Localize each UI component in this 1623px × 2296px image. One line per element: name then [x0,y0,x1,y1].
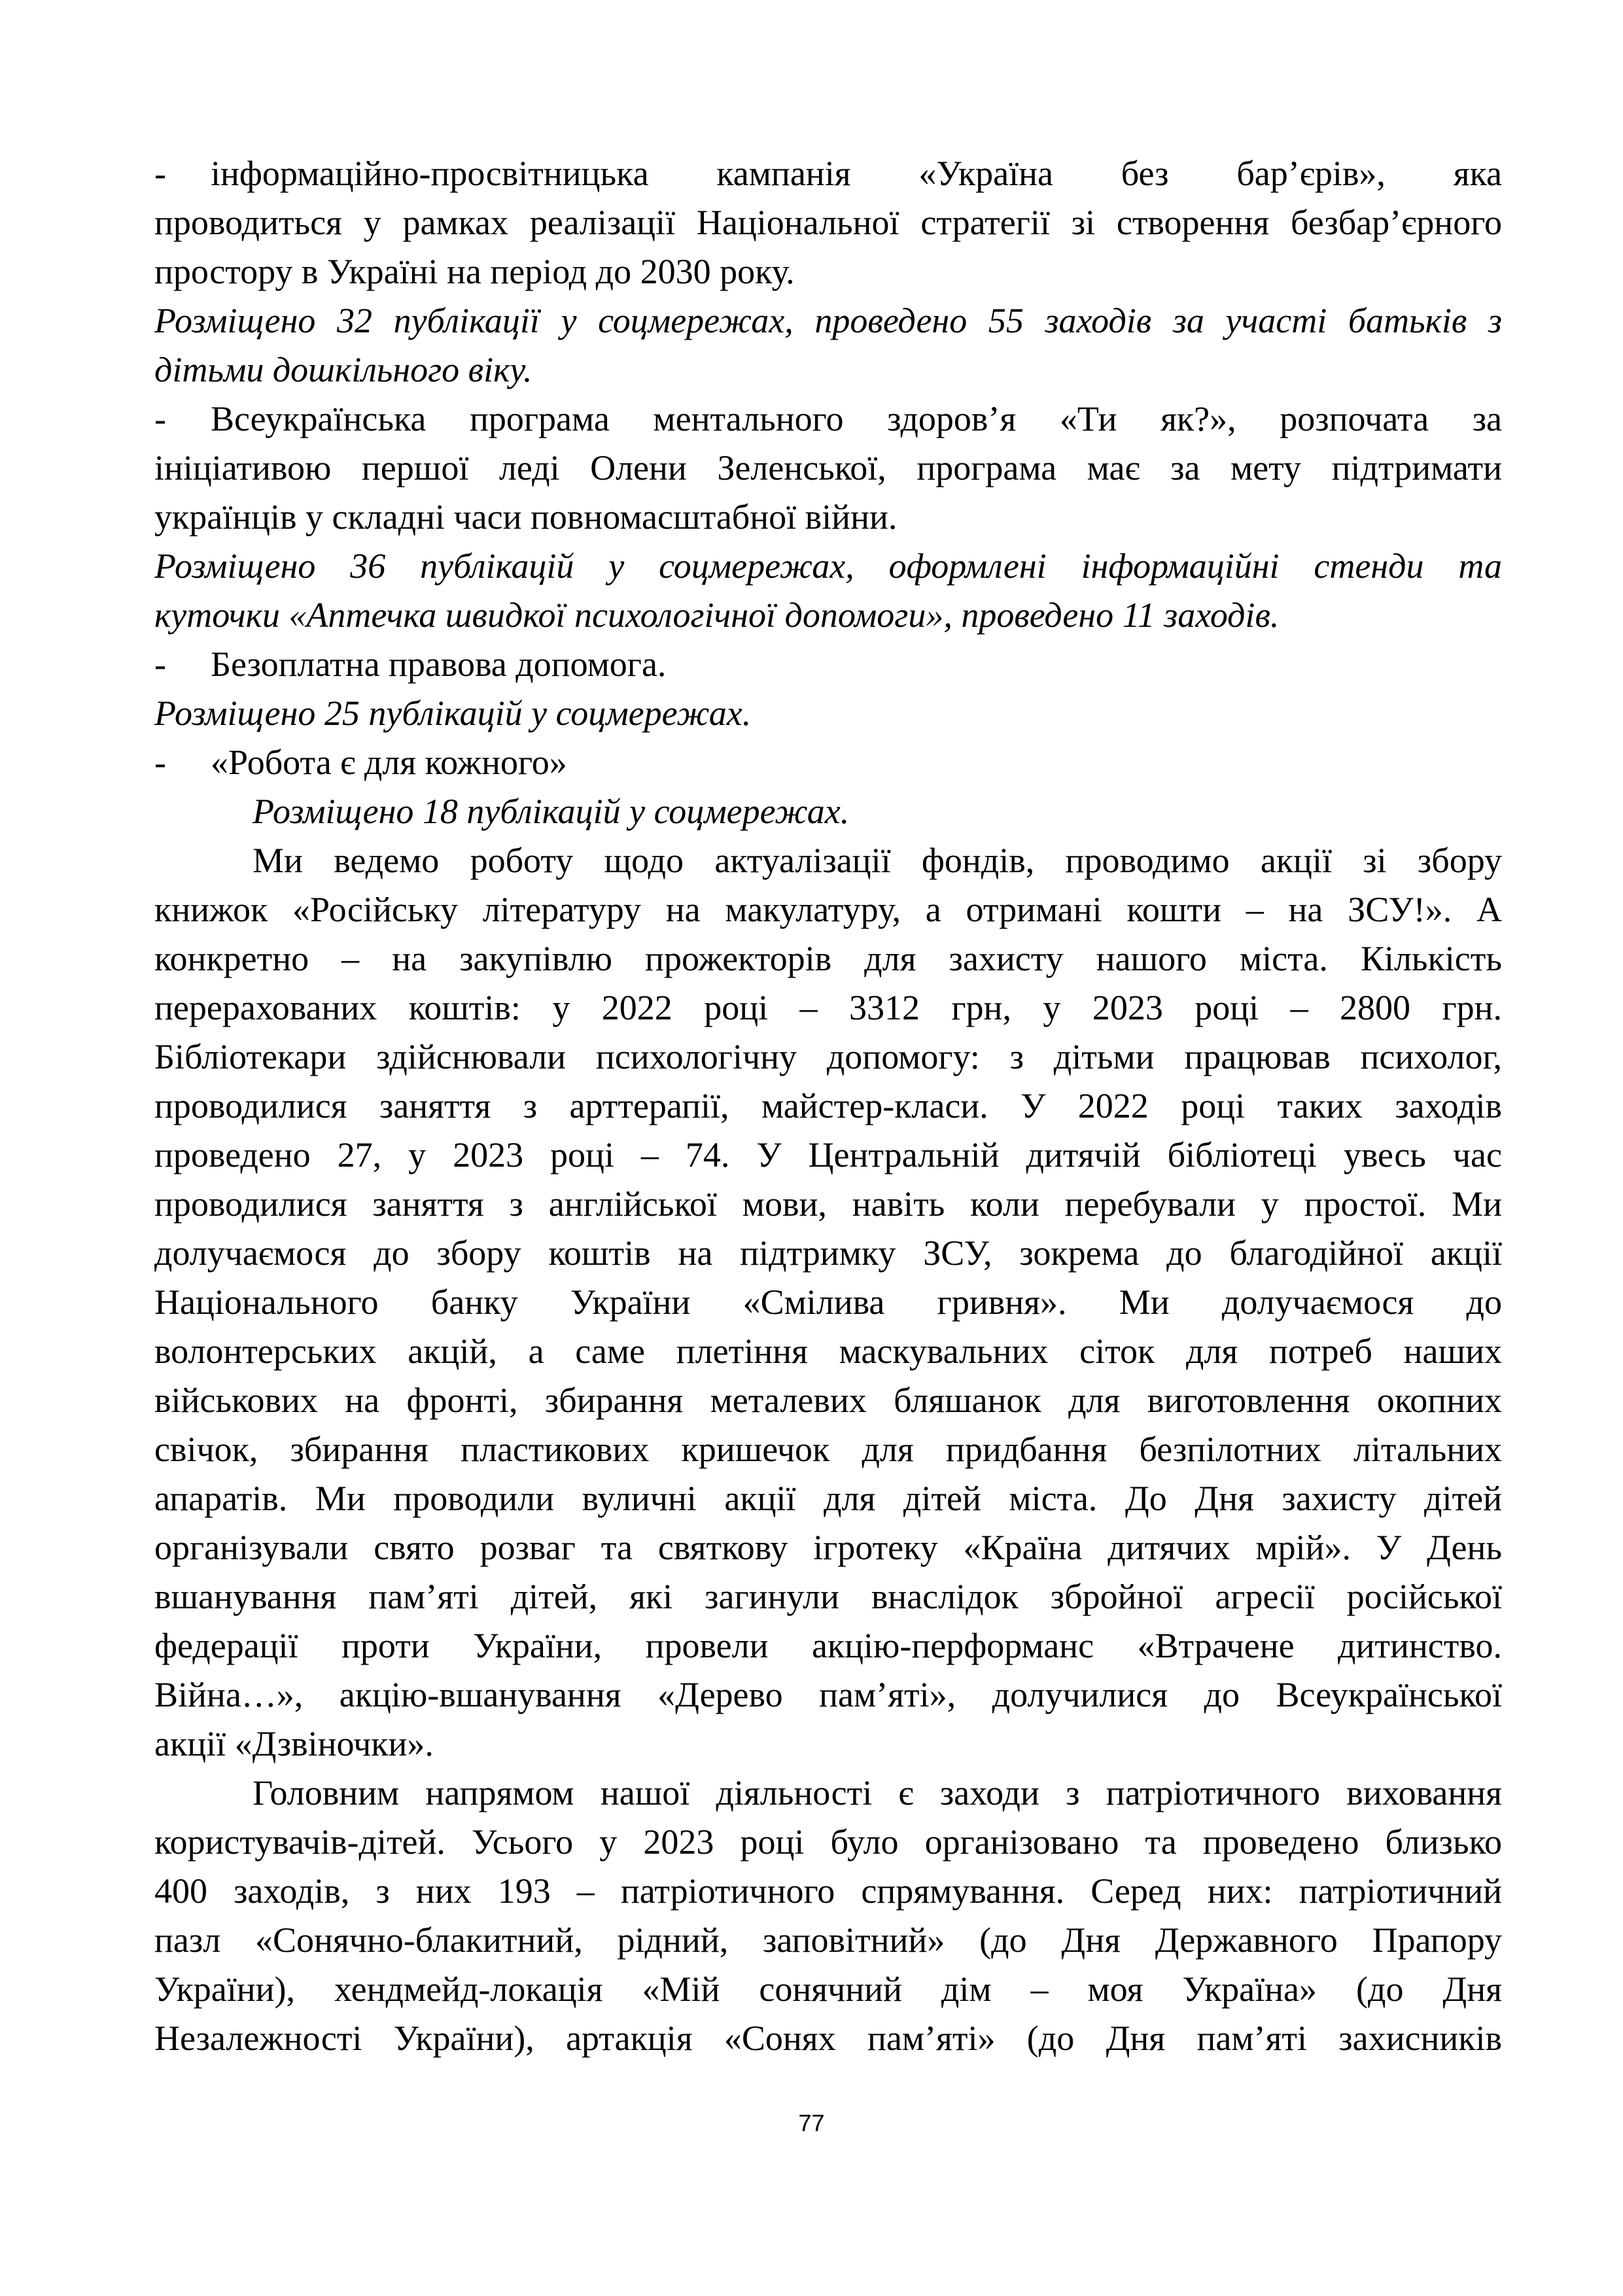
line-text: федерації проти України, провели акцію-перформанс «Втрачене дитинство. [154,1626,1502,1665]
line-text: Всеукраїнська програма ментального здоров’я «Ти як?», розпочата за [211,399,1502,438]
text-line [154,1621,1502,1670]
line-text: апаратів. Ми проводили вуличні акції для дітей міста. До Дня захисту дітей [154,1479,1502,1518]
list-dash: - [154,743,166,782]
line-text: волонтерських акцій, а саме плетіння маскувальних сіток для потреб наших [154,1332,1502,1371]
line-text: Розміщено 18 публікацій у соцмережах. [253,792,850,831]
text-line [154,395,1502,444]
line-text: інформаційно-просвітницька кампанія «Україна без бар’єрів», яка [211,154,1502,193]
line-text: Розміщено 32 публікації у соцмережах, проведено 55 заходів за участі батьків з [154,301,1502,340]
line-text: перерахованих коштів: у 2022 році – 3312 грн, у 2023 році – 2800 грн. [154,988,1502,1027]
line-text: Війна…», акцію-вшанування «Дерево пам’яті», долучилися до Всеукраїнської [154,1675,1502,1714]
line-text: книжок «Російську літературу на макулатуру, а отримані кошти – на ЗСУ!». А [154,890,1502,929]
line-text: пазл «Сонячно-блакитний, рідний, заповітний» (до Дня Державного Прапору [154,1920,1502,1960]
line-text: куточки «Аптечка швидкої психологічної допомоги», проведено 11 заходів. [154,595,1280,635]
line-text: Ми ведемо роботу щодо актуалізації фондів, проводимо акції зі збору [253,841,1502,880]
text-line [154,1572,1502,1621]
text-line [154,1033,1502,1082]
line-text: долучаємося до збору коштів на підтримку ЗСУ, зокрема до благодійної акції [154,1233,1502,1273]
line-text: України), хендмейд-локація «Мій сонячний дім – моя Україна» (до Дня [154,1969,1502,2009]
text-line [154,689,1502,738]
text-line [154,1131,1502,1180]
text-line [154,591,1502,640]
line-text: українців у складні часи повномасштабної війни. [154,497,898,537]
text-line [154,787,1502,836]
text-line [154,1867,1502,1916]
line-text: Розміщено 36 публікацій у соцмережах, оформлені інформаційні стенди та [154,546,1502,586]
text-line [154,1818,1502,1867]
line-text: дітьми дошкільного віку. [154,350,532,389]
line-text: організували свято розваг та святкову ігротеку «Країна дитячих мрій». У День [154,1528,1502,1567]
text-line [154,640,1502,689]
line-text: військових на фронті, збирання металевих бляшанок для виготовлення окопних [154,1381,1502,1420]
line-text: проводиться у рамках реалізації Національної стратегії зі створення безбар’єрного [154,203,1502,242]
text-line [154,1769,1502,1818]
line-text: 400 заходів, з них 193 – патріотичного спрямування. Серед них: патріотичний [154,1871,1502,1911]
text-line [154,493,1502,542]
page-number: 77 [798,2110,825,2136]
line-text: ініціативою першої леді Олени Зеленської, програма має за мету підтримати [154,448,1502,487]
text-line [154,2014,1502,2063]
text-line [154,1229,1502,1278]
line-text: Головним напрямом нашої діяльності є заходи з патріотичного виховання [253,1773,1502,1812]
text-line [154,149,1502,198]
text-line [154,1720,1502,1769]
text-line [154,1670,1502,1720]
text-line [154,1376,1502,1425]
list-dash: - [154,399,166,438]
text-line [154,247,1502,296]
line-text: Розміщено 25 публікацій у соцмережах. [154,694,752,733]
text-line [154,885,1502,934]
text-line [154,836,1502,885]
text-line [154,444,1502,493]
line-text: свічок, збирання пластикових кришечок для придбання безпілотних літальних [154,1430,1502,1469]
list-dash: - [154,154,166,193]
line-text: Незалежності України), артакція «Сонях пам’яті» (до Дня пам’яті захисників [154,2019,1502,2058]
line-text: конкретно – на закупівлю прожекторів для захисту нашого міста. Кількість [154,939,1502,978]
line-text: «Робота є для кожного» [211,743,567,782]
text-line [154,983,1502,1033]
text-line [154,1523,1502,1572]
text-line [154,1082,1502,1131]
text-line [154,1278,1502,1327]
line-text: користувачів-дітей. Усього у 2023 році було організовано та проведено близько [154,1822,1502,1862]
line-text: Безоплатна правова допомога. [211,645,667,684]
text-line [154,542,1502,591]
text-line [154,1327,1502,1376]
list-dash: - [154,645,166,684]
text-line [154,1425,1502,1474]
text-line [154,198,1502,247]
text-line [154,345,1502,395]
text-line [154,738,1502,787]
line-text: проводилися заняття з арттерапії, майстер-класи. У 2022 році таких заходів [154,1086,1502,1125]
text-line [154,1916,1502,1965]
line-text: проводилися заняття з англійської мови, навіть коли перебували у простої. Ми [154,1184,1502,1224]
line-text: вшанування пам’яті дітей, які загинули внаслідок збройної агресії російської [154,1577,1502,1616]
text-line [154,1474,1502,1523]
text-line [154,296,1502,345]
text-line [154,1180,1502,1229]
line-text: проведено 27, у 2023 році – 74. У Центральній дитячій бібліотеці увесь час [154,1135,1502,1174]
line-text: акції «Дзвіночки». [154,1724,434,1763]
line-text: Бібліотекари здійснювали психологічну допомогу: з дітьми працював психолог, [154,1037,1502,1076]
line-text: Національного банку України «Смілива гривня». Ми долучаємося до [154,1282,1502,1322]
text-line [154,934,1502,983]
line-text: простору в Україні на період до 2030 року. [154,252,795,291]
text-line [154,1965,1502,2014]
document-page [154,149,1502,2063]
